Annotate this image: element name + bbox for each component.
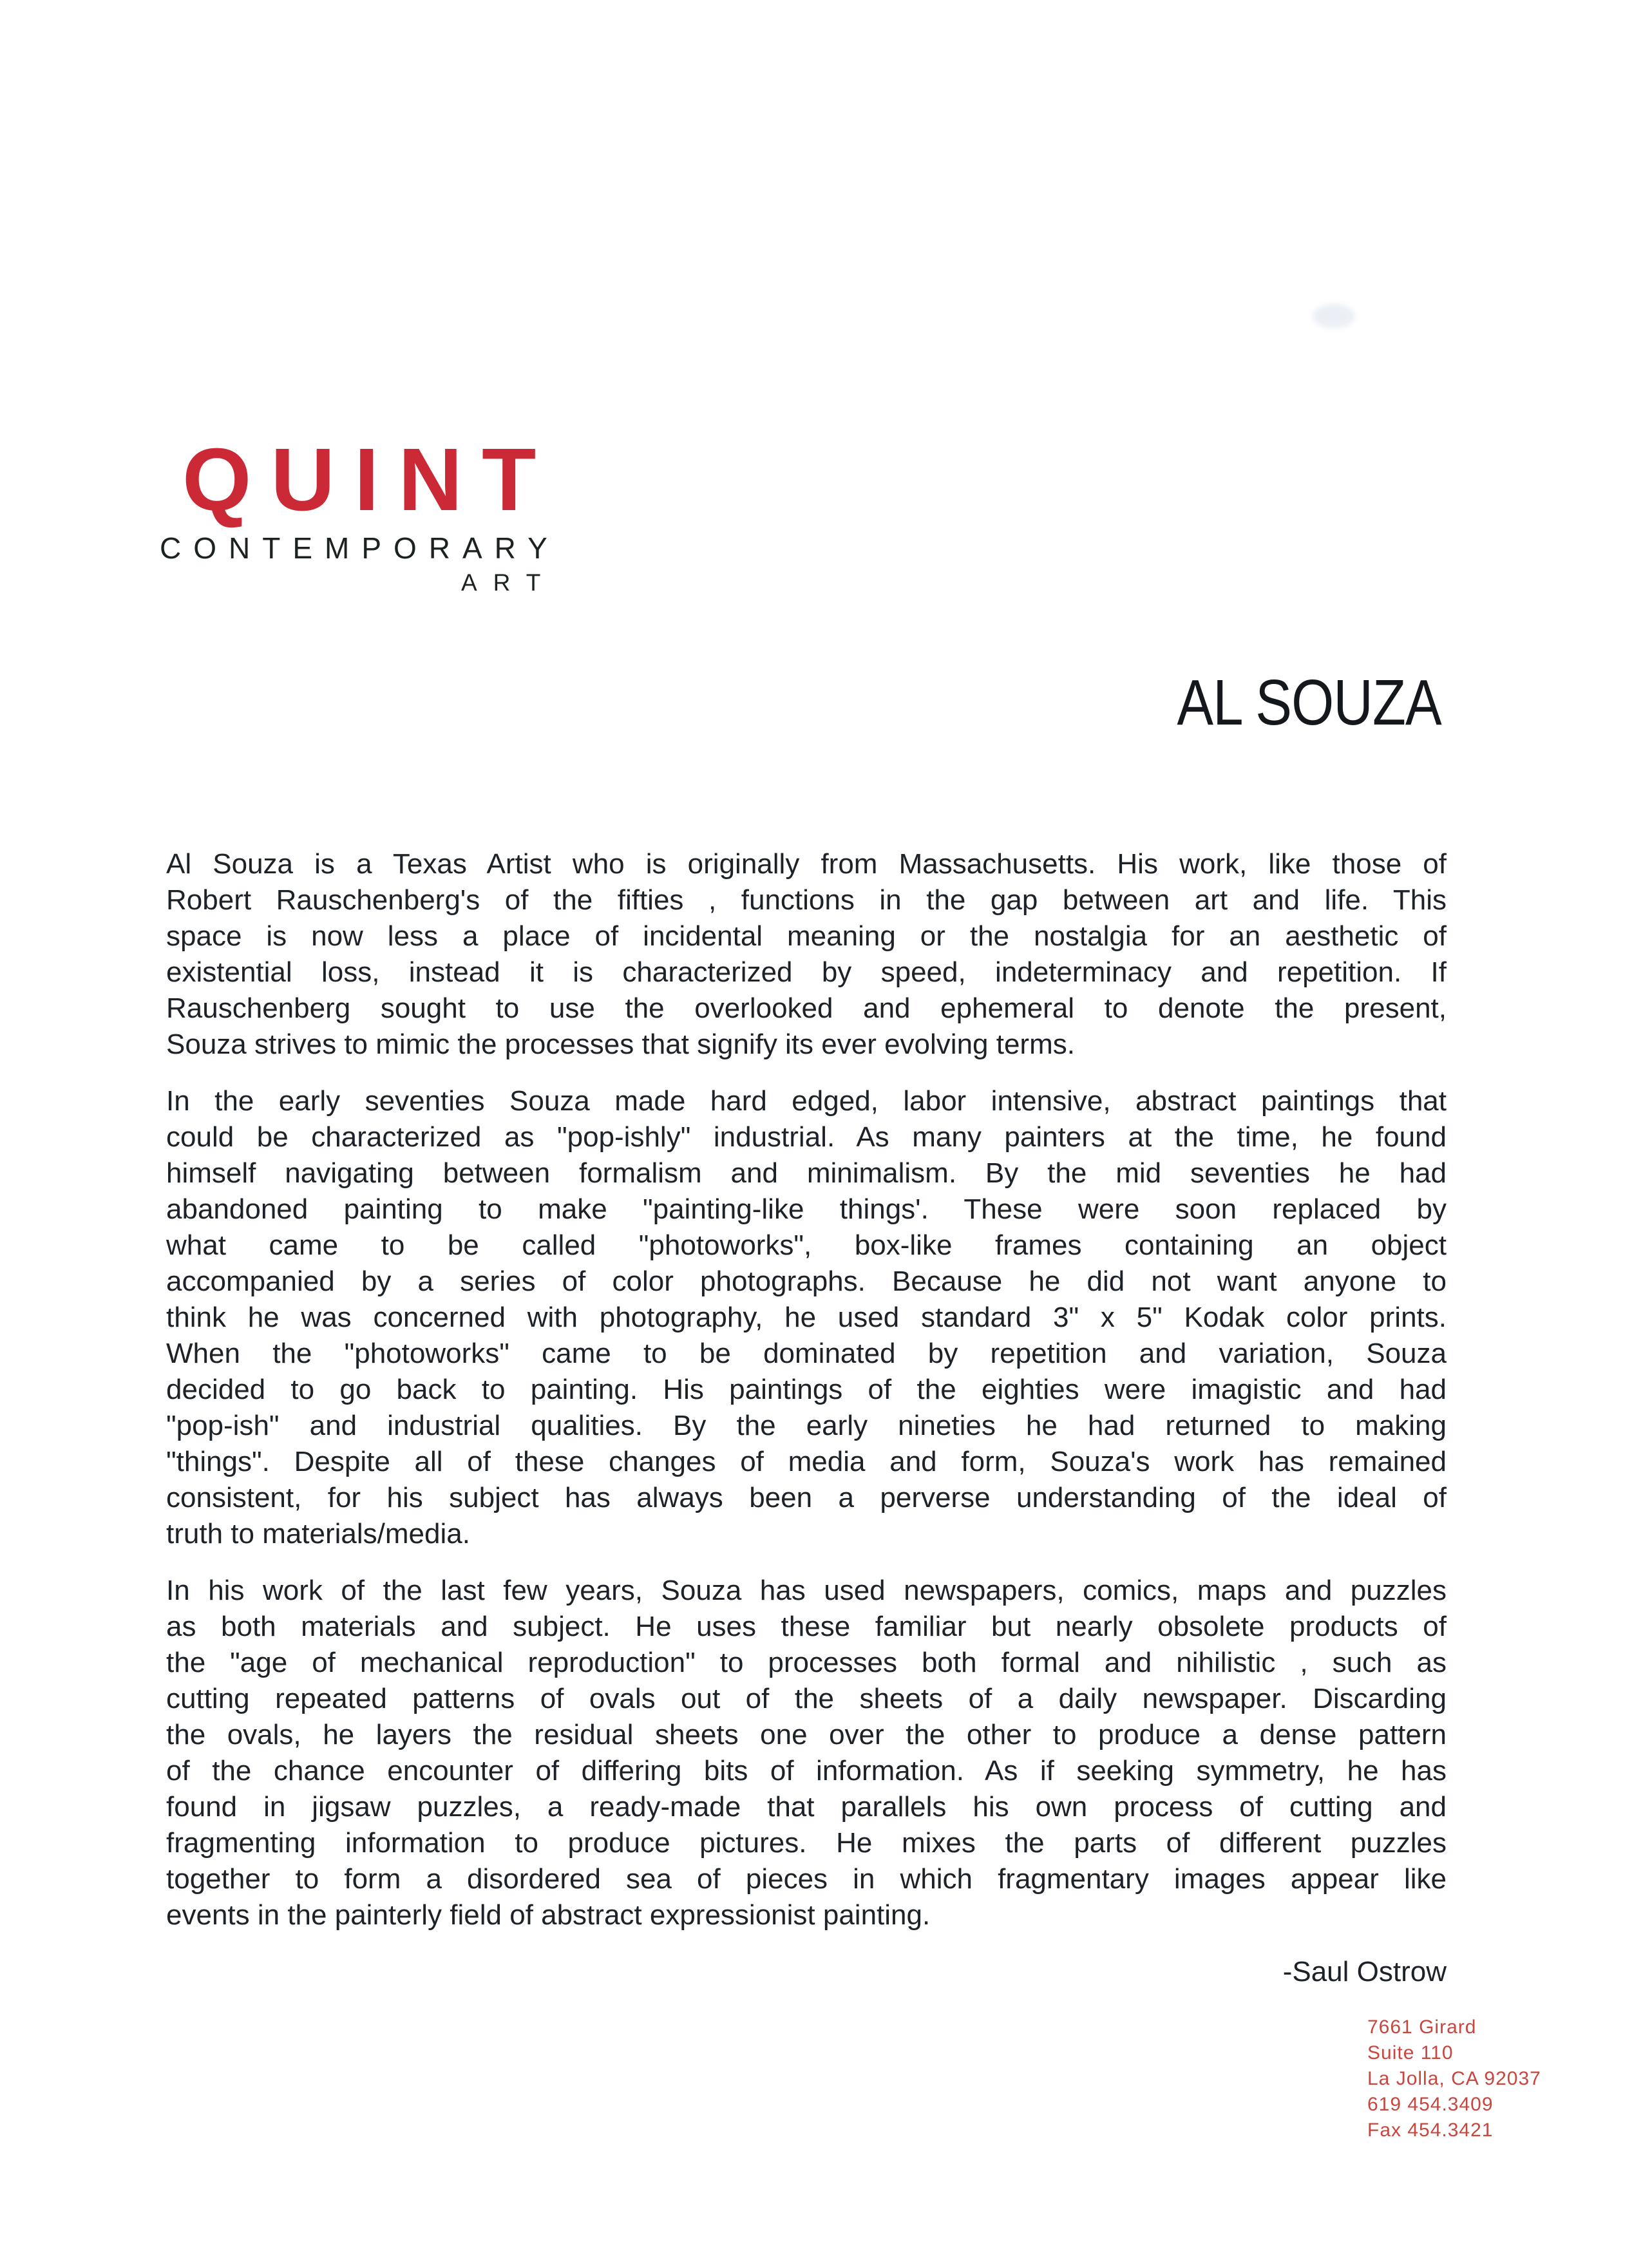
author-signature: -Saul Ostrow bbox=[1282, 1956, 1447, 1987]
paragraph bbox=[166, 846, 1447, 1063]
text-line: himself navigating between formalism and minimalism. By the mid seventies he had bbox=[166, 1157, 1447, 1189]
scan-smudge bbox=[1313, 304, 1355, 328]
logo-subtitle-contemporary: CONTEMPORARY bbox=[160, 531, 560, 565]
text-line: "pop-ish" and industrial qualities. By the early nineties he had returned to making bbox=[166, 1410, 1447, 1441]
text-line: Souza strives to mimic the processes that signify its ever evolving terms. bbox=[166, 1029, 1075, 1060]
text-line: could be characterized as "pop-ishly" industrial. As many painters at the time, he found bbox=[166, 1121, 1447, 1153]
paragraph bbox=[166, 1083, 1447, 1552]
paragraph bbox=[166, 1573, 1447, 1933]
text-line: abandoned painting to make "painting-like things'. These were soon replaced by bbox=[166, 1193, 1447, 1225]
text-line: When the "photoworks" came to be dominated by repetition and variation, Souza bbox=[166, 1338, 1447, 1369]
text-line: what came to be called "photoworks", box-like frames containing an object bbox=[166, 1229, 1447, 1261]
text-line: the ovals, he layers the residual sheets one over the other to produce a dense pattern bbox=[166, 1719, 1447, 1750]
address-block bbox=[1367, 2015, 1541, 2143]
text-line: events in the painterly field of abstract expressionist painting. bbox=[166, 1899, 931, 1931]
logo-subtitle-art: ART bbox=[461, 569, 557, 596]
body-text bbox=[166, 846, 1447, 1990]
text-line: In the early seventies Souza made hard edged, labor intensive, abstract paintings that bbox=[166, 1085, 1447, 1117]
address-line: Fax 454.3421 bbox=[1367, 2120, 1494, 2141]
text-line: Robert Rauschenberg's of the fifties , functions in the gap between art and life. This bbox=[166, 884, 1447, 916]
text-line: cutting repeated patterns of ovals out of the sheets of a daily newspaper. Discarding bbox=[166, 1683, 1447, 1714]
text-line: truth to materials/media. bbox=[166, 1518, 470, 1550]
text-line: Al Souza is a Texas Artist who is originally from Massachusetts. His work, like those of bbox=[166, 848, 1447, 880]
text-line: the "age of mechanical reproduction" to processes both formal and nihilistic , such as bbox=[166, 1647, 1447, 1678]
text-line: think he was concerned with photography, he used standard 3" x 5" Kodak color prints. bbox=[166, 1302, 1447, 1333]
text-line: as both materials and subject. He uses these familiar but nearly obsolete products of bbox=[166, 1611, 1447, 1642]
logo-wordmark: QUINT bbox=[182, 430, 556, 529]
text-line: found in jigsaw puzzles, a ready-made that parallels his own process of cutting and bbox=[166, 1791, 1447, 1823]
text-line: "things". Despite all of these changes of media and form, Souza's work has remained bbox=[166, 1446, 1447, 1477]
page-title: AL SOUZA bbox=[1177, 667, 1441, 739]
text-line: decided to go back to painting. His paintings of the eighties were imagistic and had bbox=[166, 1374, 1447, 1405]
text-line: Rauschenberg sought to use the overlooked and ephemeral to denote the present, bbox=[166, 992, 1447, 1024]
address-line: 7661 Girard bbox=[1367, 2016, 1477, 2038]
text-line: space is now less a place of incidental meaning or the nostalgia for an aesthetic of bbox=[166, 920, 1447, 952]
text-line: existential loss, instead it is characterized by speed, indeterminacy and repetition. If bbox=[166, 956, 1447, 988]
text-line: In his work of the last few years, Souza has used newspapers, comics, maps and puzzles bbox=[166, 1575, 1447, 1606]
text-line: of the chance encounter of differing bits of information. As if seeking symmetry, he has bbox=[166, 1755, 1447, 1787]
address-line: 619 454.3409 bbox=[1367, 2094, 1494, 2115]
address-line: Suite 110 bbox=[1367, 2042, 1454, 2063]
text-line: accompanied by a series of color photographs. Because he did not want anyone to bbox=[166, 1266, 1447, 1297]
text-line: consistent, for his subject has always been a perverse understanding of the ideal of bbox=[166, 1482, 1447, 1513]
text-line: fragmenting information to produce pictures. He mixes the parts of different puzzles bbox=[166, 1827, 1447, 1859]
address-line: La Jolla, CA 92037 bbox=[1367, 2068, 1541, 2089]
text-line: together to form a disordered sea of pieces in which fragmentary images appear like bbox=[166, 1863, 1447, 1895]
